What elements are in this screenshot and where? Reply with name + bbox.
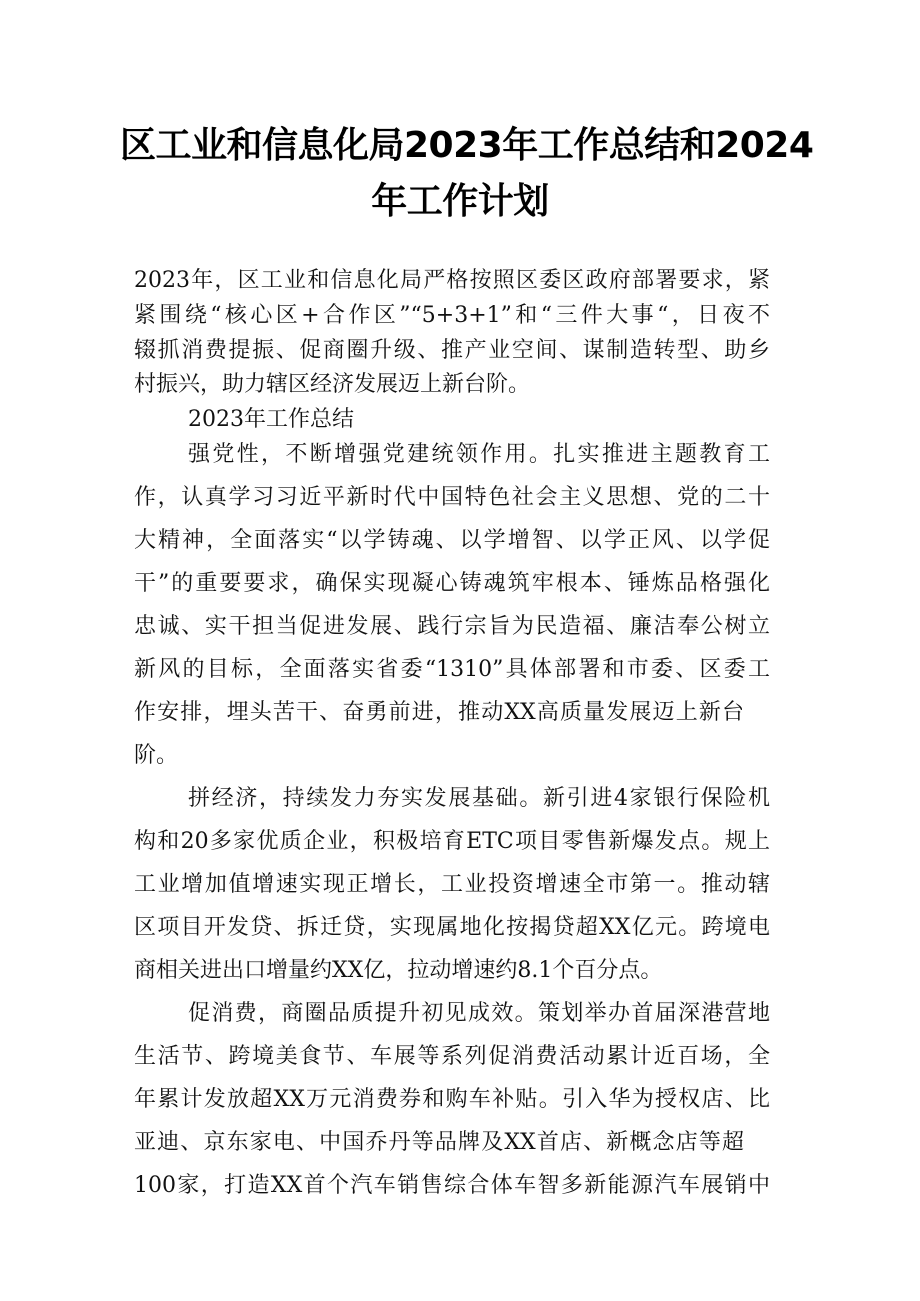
paragraph-line: 阶。 xyxy=(134,743,179,768)
paragraph-line: 干”的重要要求，确保实现凝心铸魂筑牢根本、锤炼品格强化 xyxy=(134,571,770,596)
paragraph-line: 新风的目标，全面落实省委“1310”具体部署和市委、区委工 xyxy=(134,657,770,682)
paragraph-line: 生活节、跨境美食节、车展等系列促消费活动累计近百场，全 xyxy=(134,1044,770,1069)
paragraph-line: 年累计发放超XX万元消费券和购车补贴。引入华为授权店、比 xyxy=(134,1087,770,1112)
paragraph-line: 促消费，商圈品质提升初见成效。策划举办首届深港营地 xyxy=(188,1001,770,1026)
paragraph-line: 商相关进出口增量约XX亿，拉动增速约8.1个百分点。 xyxy=(134,958,663,983)
intro-line: 2023年，区工业和信息化局严格按照区委区政府部署要求，紧 xyxy=(134,268,770,293)
paragraph-line: 工业增加值增速实现正增长，工业投资增速全市第一。推动辖 xyxy=(134,872,770,897)
paragraph-line: 区项目开发贷、拆迁贷，实现属地化按揭贷超XX亿元。跨境电 xyxy=(134,915,770,940)
document-title-line-2: 年工作计划 xyxy=(371,181,549,222)
intro-line: 紧围绕“核心区+合作区”“5+3+1”和“三件大事“，日夜不 xyxy=(134,303,770,328)
document-title-line-1: 区工业和信息化局2023年工作总结和2024 xyxy=(120,125,814,166)
intro-line: 村振兴，助力辖区经济发展迈上新台阶。 xyxy=(134,372,531,397)
paragraph-line: 拼经济，持续发力夯实发展基础。新引进4家银行保险机 xyxy=(188,786,770,811)
paragraph-line: 忠诚、实干担当促进发展、践行宗旨为民造福、廉洁奉公树立 xyxy=(134,614,770,639)
paragraph-line: 强党性，不断增强党建统领作用。扎实推进主题教育工 xyxy=(188,442,770,467)
paragraph-line: 构和20多家优质企业，积极培育ETC项目零售新爆发点。规上 xyxy=(134,829,770,854)
paragraph-line: 作安排，埋头苦干、奋勇前进，推动XX高质量发展迈上新台 xyxy=(134,700,744,725)
intro-line: 辍抓消费提振、促商圈升级、推产业空间、谋制造转型、助乡 xyxy=(134,338,770,363)
paragraph-line: 大精神，全面落实“以学铸魂、以学增智、以学正风、以学促 xyxy=(134,528,770,553)
paragraph-line: 亚迪、京东家电、中国乔丹等品牌及XX首店、新概念店等超 xyxy=(134,1130,744,1155)
paragraph-line: 100家，打造XX首个汽车销售综合体车智多新能源汽车展销中 xyxy=(134,1173,770,1198)
paragraph-line: 作，认真学习习近平新时代中国特色社会主义思想、党的二十 xyxy=(134,485,770,510)
section-heading: 2023年工作总结 xyxy=(188,407,354,432)
